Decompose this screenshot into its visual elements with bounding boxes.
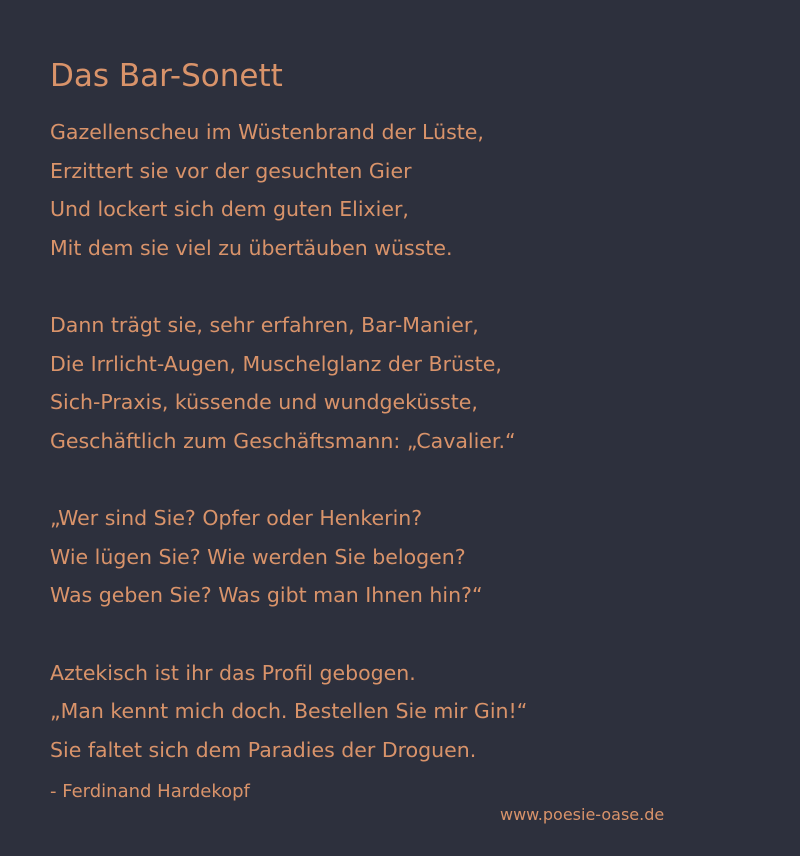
poem-line: Gazellenscheu im Wüstenbrand der Lüste, [50,120,484,144]
poem-line: Dann trägt sie, sehr erfahren, Bar-Manier, [50,313,479,337]
poem-body [50,113,527,808]
stanza-1 [50,113,527,267]
poem-line: Was geben Sie? Was gibt man Ihnen hin?“ [50,583,483,607]
stanza-3 [50,499,527,615]
poem-line: Mit dem sie viel zu übertäuben wüsste. [50,235,453,260]
poem-line: „Man kennt mich doch. Bestellen Sie mir Gin!“ [50,699,528,723]
poem-author: - Ferdinand Hardekopf [50,781,250,802]
website-url: www.poesie-oase.de [500,805,665,824]
poem-line: Und lockert sich dem guten Elixier, [50,197,409,221]
poem-line: Wie lügen Sie? Wie werden Sie belogen? [50,544,466,569]
poem-line: Geschäftlich zum Geschäftsmann: „Cavalier.“ [50,428,516,453]
poem-line: Aztekisch ist ihr das Profil gebogen. [50,660,416,685]
stanza-2 [50,306,527,460]
poem-line: Sie faltet sich dem Paradies der Droguen. [50,737,477,762]
poem-line: Erzittert sie vor der gesuchten Gier [50,158,412,183]
stanza-4 [50,654,527,770]
poem-line: Sich-Praxis, küssende und wundgeküsste, [50,390,478,414]
poem-line: Die Irrlicht-Augen, Muschelglanz der Brüste, [50,351,502,376]
poem-line: „Wer sind Sie? Opfer oder Henkerin? [50,506,423,530]
poem-title: Das Bar-Sonett [50,58,283,94]
